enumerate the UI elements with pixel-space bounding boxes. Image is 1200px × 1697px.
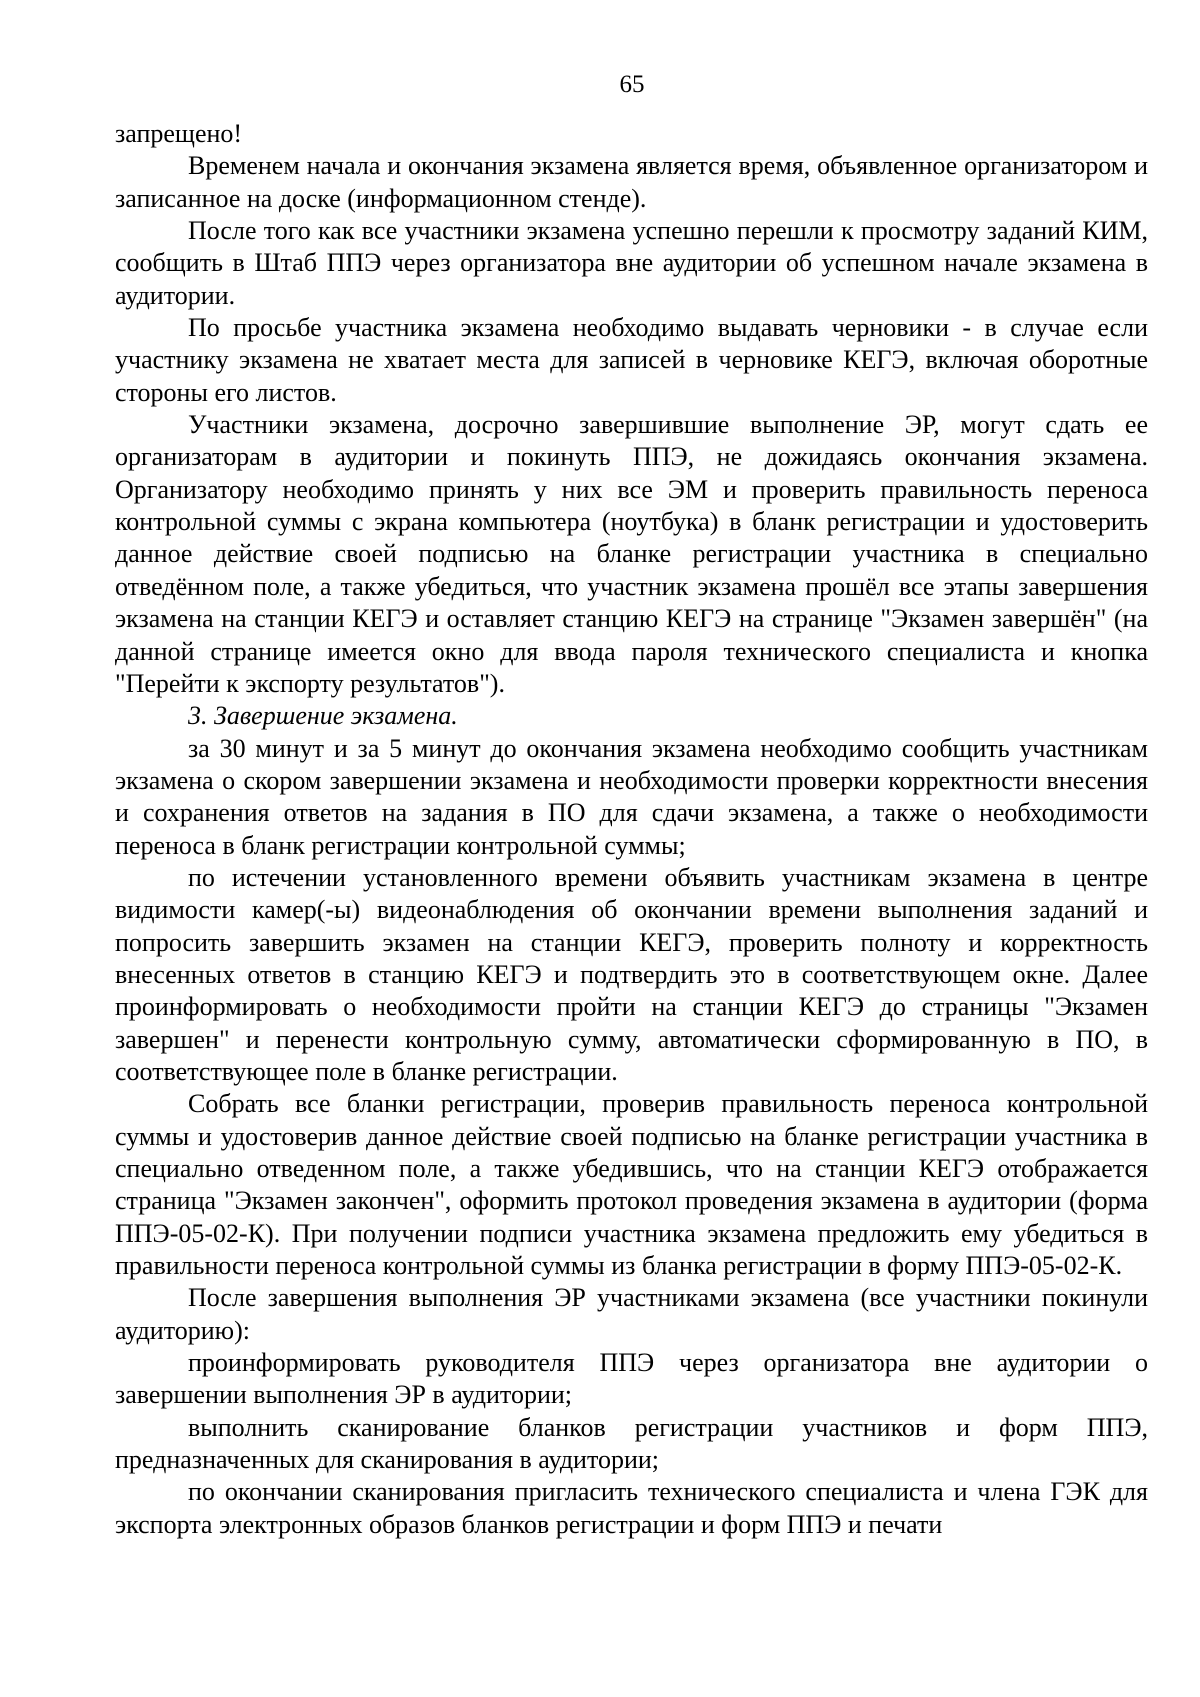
paragraph: Временем начала и окончания экзамена является время, объявленное организатором и записанное на доске (информационном стенде). <box>115 151 1148 213</box>
paragraph: по истечении установленного времени объявить участникам экзамена в центре видимости камер(-ы) видеонаблюдения об окончании времени выполнения заданий и попросить завершить экзамен на станции КЕГЭ, проверить полноту и корректность внесенных ответов в станцию КЕГЭ и подтвердить это в соответствующем окне. Далее проинформировать о необходимости пройти на станции КЕГЭ до страницы "Экзамен завершен" и перенести контрольную сумму, автоматически сформированную в ПО, в соответствующее поле в бланке регистрации. <box>115 862 1148 1086</box>
page-number: 65 <box>619 71 645 98</box>
paragraph: по окончании сканирования пригласить технического специалиста и члена ГЭК для экспорта электронных образов бланков регистрации и форм ППЭ и печати <box>115 1477 1148 1539</box>
paragraph: проинформировать руководителя ППЭ через организатора вне аудитории о завершении выполнения ЭР в аудитории; <box>115 1348 1148 1410</box>
paragraph: выполнить сканирование бланков регистрации участников и форм ППЭ, предназначенных для сканирования в аудитории; <box>115 1412 1148 1475</box>
paragraph: за 30 минут и за 5 минут до окончания экзамена необходимо сообщить участникам экзамена о скором завершении экзамена и необходимости проверки корректности внесения и сохранения ответов на задания в ПО для сдачи экзамена, а также о необходимости переноса в бланк регистрации контрольной суммы; <box>115 733 1148 860</box>
section-heading: 3. Завершение экзамена. <box>188 701 458 731</box>
paragraph: После завершения выполнения ЭР участниками экзамена (все участники покинули аудиторию): <box>115 1283 1148 1345</box>
paragraph: запрещено! <box>115 119 243 148</box>
paragraph: После того как все участники экзамена успешно перешли к просмотру заданий КИМ, сообщить в Штаб ППЭ через организатора вне аудитории об успешном начале экзамена в аудитории. <box>115 216 1148 310</box>
paragraph: Участники экзамена, досрочно завершившие выполнение ЭР, могут сдать ее организаторам в аудитории и покинуть ППЭ, не дожидаясь окончания экзамена. Организатору необходимо принять у них все ЭМ и проверить правильность переноса контрольной суммы с экрана компьютера (ноутбука) в бланк регистрации и удостоверить данное действие своей подписью на бланке регистрации участника в специально отведённом поле, а также убедиться, что участник экзамена прошёл все этапы завершения экзамена на станции КЕГЭ и оставляет станцию КЕГЭ на странице "Экзамен завершён" (на данной странице имеется окно для ввода пароля технического специалиста и кнопка "Перейти к экспорту результатов"). <box>115 410 1148 698</box>
paragraph: По просьбе участника экзамена необходимо выдавать черновики - в случае если участнику экзамена не хватает места для записей в черновике КЕГЭ, включая оборотные стороны его листов. <box>115 313 1148 407</box>
paragraph: Собрать все бланки регистрации, проверив правильность переноса контрольной суммы и удостоверив данное действие своей подписью на бланке регистрации участника в специально отведенном поле, а также убедившись, что на станции КЕГЭ отображается страница "Экзамен закончен", оформить протокол проведения экзамена в аудитории (форма ППЭ-05-02-К). При получении подписи участника экзамена предложить ему убедиться в правильности переноса контрольной суммы из бланка регистрации в форму ППЭ-05-02-К. <box>115 1089 1148 1281</box>
body-text <box>115 118 1148 1541</box>
